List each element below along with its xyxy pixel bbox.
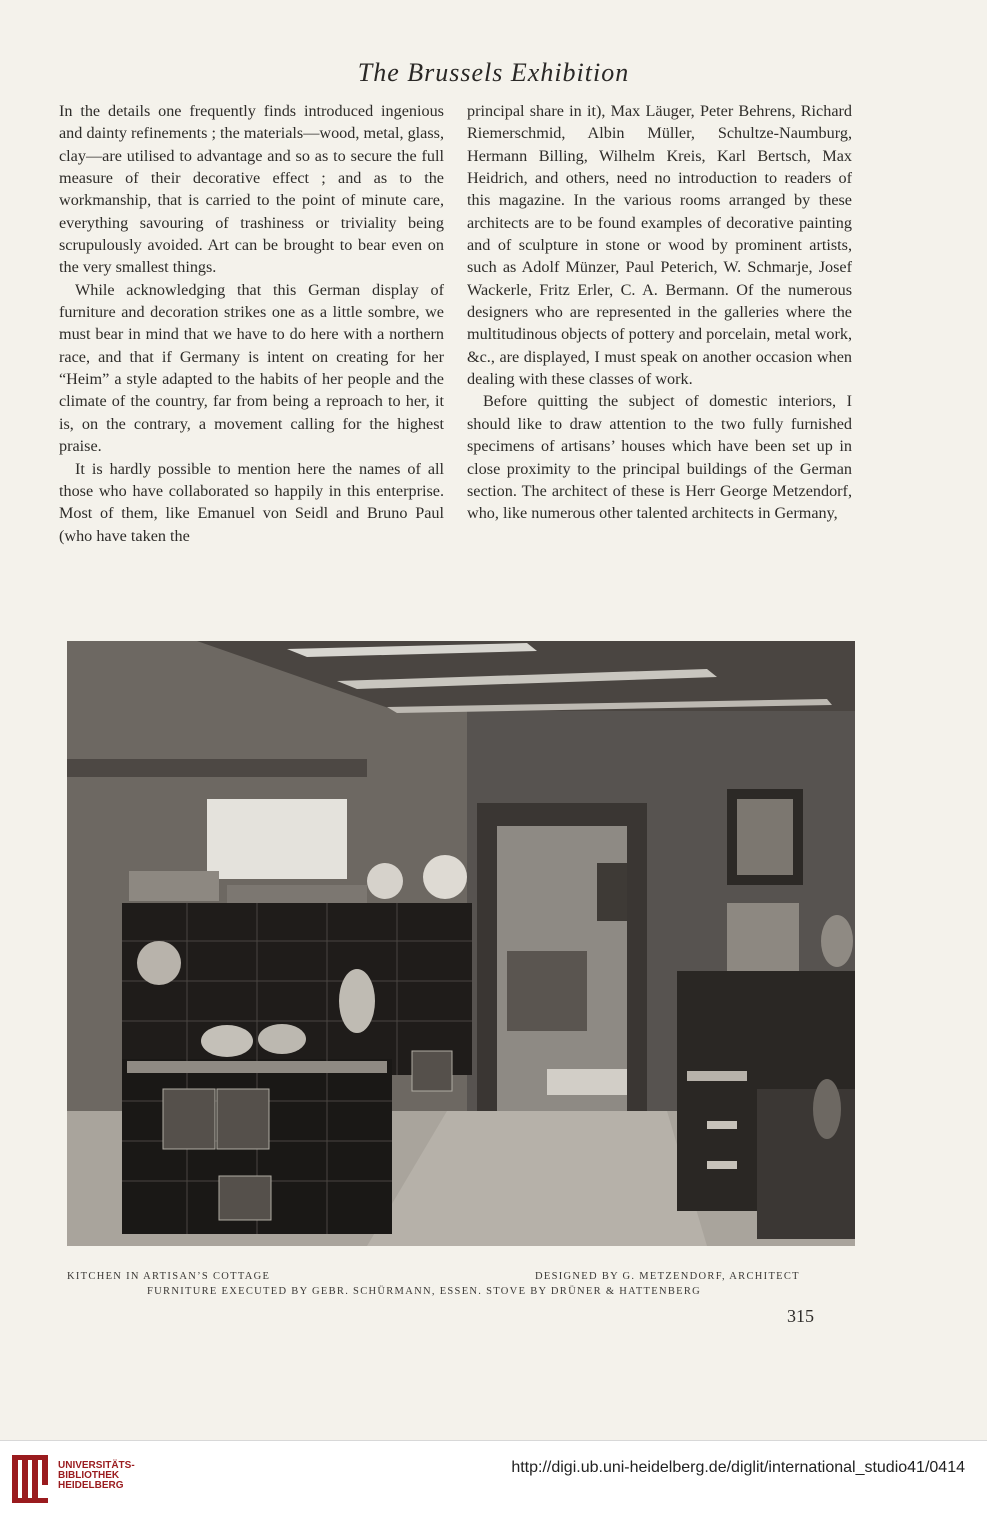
kitchen-photograph-illustration [67,641,855,1246]
paragraph: It is hardly possible to mention here the names of all those who have collaborated so happily in this enterprise. Most of them, like Emanuel von Seidl and Bruno Paul (who have taken the [59,459,444,545]
page-number: 315 [787,1306,814,1326]
library-name-line: HEIDELBERG [58,1480,124,1491]
paragraph: In the details one frequently finds introduced ingenious and dainty refinements ; the materials—wood, metal, glass, clay—are utilised to advantage and so as to secure the full measure of their decorative effect ; and as to the workmanship, that is carried to the point of minute care, everything savouring of trashiness or triviality being scrupulously avoided. Art can be brought to bear even on the very smallest things. [59,102,444,277]
caption-credits: FURNITURE EXECUTED BY GEBR. SCHÜRMANN, ESSEN. STOVE BY DRÜNER & HATTENBERG [147,1286,702,1297]
right-text-column [467,100,852,525]
library-logo-icon [10,1451,54,1507]
running-title: The Brussels Exhibition [357,58,630,87]
caption-title: KITCHEN IN ARTISAN’S COTTAGE [67,1271,271,1282]
paragraph: While acknowledging that this German display of furniture and decoration strikes one as a little sombre, we must bear in mind that we have to do here with a northern race, and that if Germany is intent on creating for her “Heim” a style adapted to the habits of her people and the climate of the country, far from being a reproach to her, it is, on the contrary, a movement calling for the highest praise. [59,280,444,456]
paragraph: principal share in it), Max Läuger, Peter Behrens, Richard Riemerschmid, Albin Müller, Schultze-Naumburg, Hermann Billing, Wilhelm Kreis, Karl Bertsch, Max Heidrich, and others, need no introduction to readers of this magazine. In the various rooms arranged by these architects are to be found examples of decorative painting and of sculpture in stone or wood by prominent artists, such as Adolf Münzer, Paul Peterich, W. Schmarje, Josef Wackerle, Fritz Erler, C. A. Bermann. Of the numerous designers who are represented in the galleries where the multitudinous objects of pottery and porcelain, metal work, &c., are displayed, I must speak on another occasion when dealing with these classes of work. [467,102,852,389]
left-text-column [59,100,444,547]
source-url-link[interactable]: http://digi.ub.uni-heidelberg.de/diglit/international_studio41/0414 [511,1459,965,1476]
caption-designer: DESIGNED BY G. METZENDORF, ARCHITECT [535,1271,800,1282]
library-name-line: BIBLIOTHEK [58,1470,120,1481]
library-name-line: UNIVERSITÄTS- [58,1460,135,1471]
paragraph: Before quitting the subject of domestic interiors, I should like to draw attention to the two fully furnished specimens of artisans’ houses which have been set up in close proximity to the principal buildings of the German section. The architect of these is Herr George Metzendorf, who, like numerous other talented architects in Germany, [467,392,852,523]
library-name [58,1461,135,1491]
library-footer [0,1440,987,1513]
kitchen-photograph [67,641,855,1246]
